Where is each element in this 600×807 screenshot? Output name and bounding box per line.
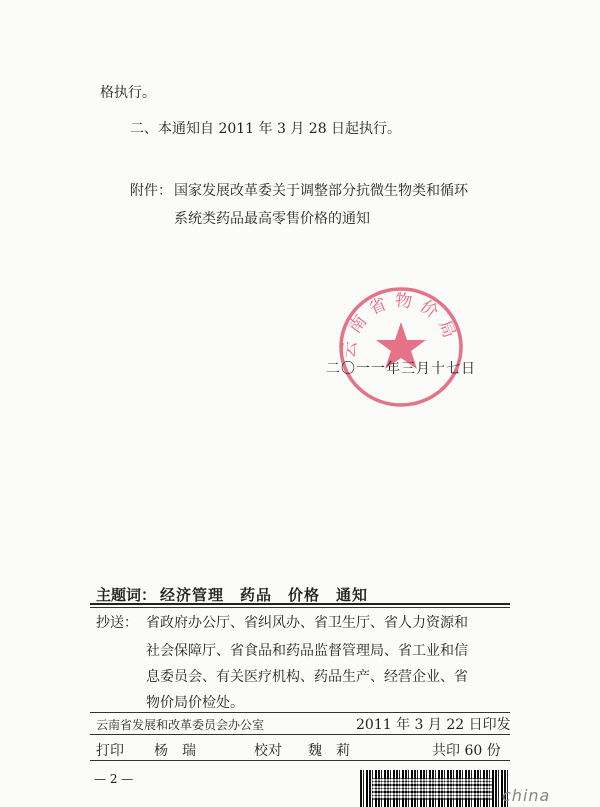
cc-line-1: 省政府办公厅、省纠风办、省卫生厅、省人力资源和: [146, 615, 468, 631]
issuing-office: 云南省发展和改革委员会办公室: [96, 718, 265, 732]
seal-text: 云南省物价局: [338, 290, 462, 360]
printer-label: 打印: [96, 743, 124, 759]
site-watermark: china: [502, 786, 551, 805]
official-seal-stamp: [334, 284, 468, 412]
cc-line-3: 息委员会、有关医疗机构、药品生产、经营企业、省: [146, 669, 468, 685]
proof-label: 校对: [254, 743, 282, 759]
cc-line-2: 社会保障厅、省食品和药品监督管理局、省工业和信: [146, 643, 468, 659]
issue-date: 二〇一一年三月十七日: [326, 361, 476, 377]
footer-bottom-rule: [90, 760, 510, 761]
body-line-continuation: 格执行。: [100, 85, 156, 101]
cc-top-rule: [90, 607, 510, 608]
printer-name: 杨 瑞: [154, 743, 196, 759]
copies-count: 共印 60 份: [432, 743, 501, 759]
print-info-rule: [90, 734, 510, 735]
body-item-two: 二、本通知自 2011 年 3 月 28 日起执行。: [130, 121, 402, 137]
subject-label: 主题词：: [96, 586, 157, 604]
proof-name: 魏 莉: [308, 743, 350, 759]
cc-label: 抄送：: [96, 615, 138, 631]
subject-terms: 经济管理 药品 价格 通知: [160, 586, 369, 604]
attachment-label: 附件：: [130, 183, 172, 199]
print-date: 2011 年 3 月 22 日印发: [356, 717, 511, 733]
attachment-line-1: 国家发展改革委关于调整部分抗微生物类和循环: [174, 183, 468, 199]
barcode-noise: [372, 778, 492, 800]
cc-line-4: 物价局价检处。: [146, 695, 244, 711]
attachment-line-2: 系统类药品最高零售价格的通知: [174, 211, 370, 227]
office-top-rule: [90, 712, 510, 713]
page-number: — 2 —: [94, 772, 134, 786]
